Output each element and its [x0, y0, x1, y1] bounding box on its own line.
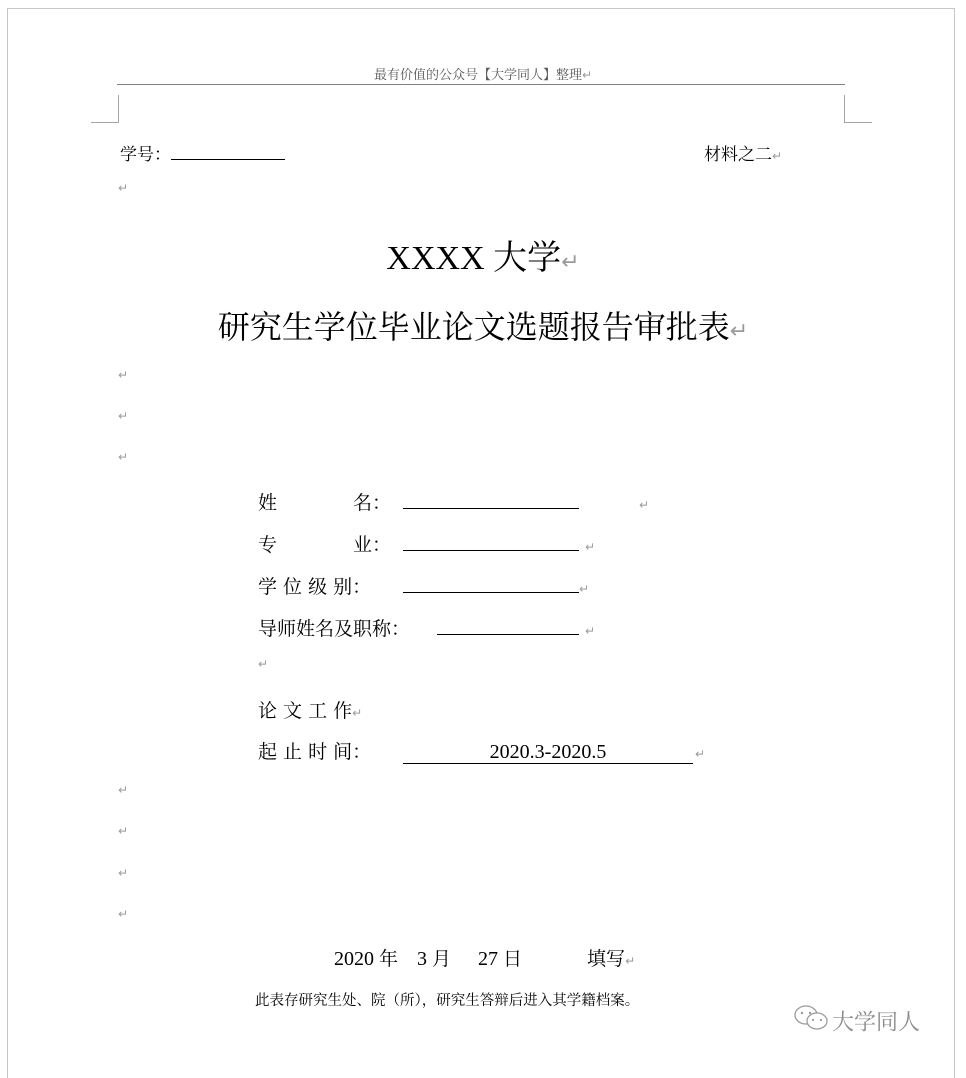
paragraph-mark-icon: ↵ — [118, 409, 129, 423]
header-divider — [117, 84, 845, 85]
form-name: 研究生学位毕业论文选题报告审批表 — [217, 308, 730, 346]
paragraph-mark-icon: ↵ — [118, 368, 129, 382]
paragraph-mark-icon: ↵ — [352, 706, 363, 720]
margin-corner-mark-left-h — [91, 122, 119, 123]
paragraph-mark-icon: ↵ — [585, 624, 596, 638]
watermark — [792, 1003, 920, 1039]
date-year-unit: 年 — [379, 948, 399, 970]
paragraph-mark-icon: ↵ — [772, 149, 783, 163]
field-label: 姓 名： — [258, 492, 392, 514]
work-period-label-2: 起 止 时 间： — [258, 741, 372, 763]
date-day-unit: 日 — [503, 948, 523, 970]
watermark-text: 大学同人 — [832, 1010, 921, 1036]
paragraph-mark-icon: ↵ — [695, 747, 706, 761]
date-day: 27 — [478, 948, 499, 970]
paragraph-mark-icon: ↵ — [118, 824, 129, 838]
page-header — [0, 64, 966, 83]
field-degree-row — [258, 572, 589, 599]
footer-note: 此表存研究生处、院（所），研究生答辩后进入其学籍档案。 — [255, 993, 640, 1009]
paragraph-mark-icon: ↵ — [118, 907, 129, 921]
advisor-input[interactable] — [437, 618, 579, 635]
paragraph-mark-icon: ↵ — [579, 582, 590, 596]
work-period-input[interactable] — [403, 741, 693, 764]
margin-corner-mark-left — [118, 95, 119, 122]
form-title — [0, 302, 966, 348]
date-fill-label: 填写 — [587, 948, 626, 970]
paragraph-mark-icon: ↵ — [561, 250, 580, 275]
paragraph-mark-icon: ↵ — [639, 498, 650, 512]
date-line — [334, 944, 635, 971]
wechat-icon — [792, 1003, 832, 1039]
paragraph-mark-icon: ↵ — [585, 540, 596, 554]
degree-level-input[interactable] — [403, 576, 579, 593]
date-month: 3 — [417, 948, 428, 970]
paragraph-mark-icon: ↵ — [258, 657, 269, 671]
major-input[interactable] — [403, 534, 579, 551]
date-year: 2020 — [334, 948, 374, 970]
paragraph-mark-icon: ↵ — [581, 68, 593, 82]
header-text: 最有价值的公众号【大学同人】整理 — [373, 68, 582, 83]
field-label: 专 业： — [258, 534, 392, 556]
work-period-row — [258, 737, 705, 764]
paragraph-mark-icon: ↵ — [118, 783, 129, 797]
field-advisor-row — [258, 614, 595, 641]
work-period-value: 2020.3-2020.5 — [489, 741, 607, 763]
work-period-label-row — [258, 696, 362, 723]
field-name-row — [258, 488, 649, 515]
material-label-row — [704, 140, 782, 165]
student-id-label: 学号： — [120, 145, 171, 165]
field-label: 导师姓名及职称： — [258, 618, 411, 640]
student-id-field[interactable] — [171, 143, 285, 160]
margin-corner-mark-right — [844, 95, 845, 122]
paragraph-mark-icon: ↵ — [729, 319, 749, 344]
university-title — [0, 230, 966, 279]
name-input[interactable] — [403, 492, 579, 509]
paragraph-mark-icon: ↵ — [625, 954, 636, 968]
university-name: XXXX 大学 — [386, 240, 562, 277]
date-month-unit: 月 — [432, 948, 452, 970]
paragraph-mark-icon: ↵ — [118, 866, 129, 880]
margin-corner-mark-right-h — [844, 122, 872, 123]
material-label: 材料之二 — [704, 145, 772, 165]
work-period-label: 论 文 工 作 — [258, 700, 353, 722]
paragraph-mark-icon: ↵ — [118, 450, 129, 464]
paragraph-mark-icon: ↵ — [118, 181, 129, 195]
field-major-row — [258, 530, 595, 557]
student-id-row — [120, 140, 285, 165]
field-label: 学 位 级 别： — [258, 576, 372, 598]
